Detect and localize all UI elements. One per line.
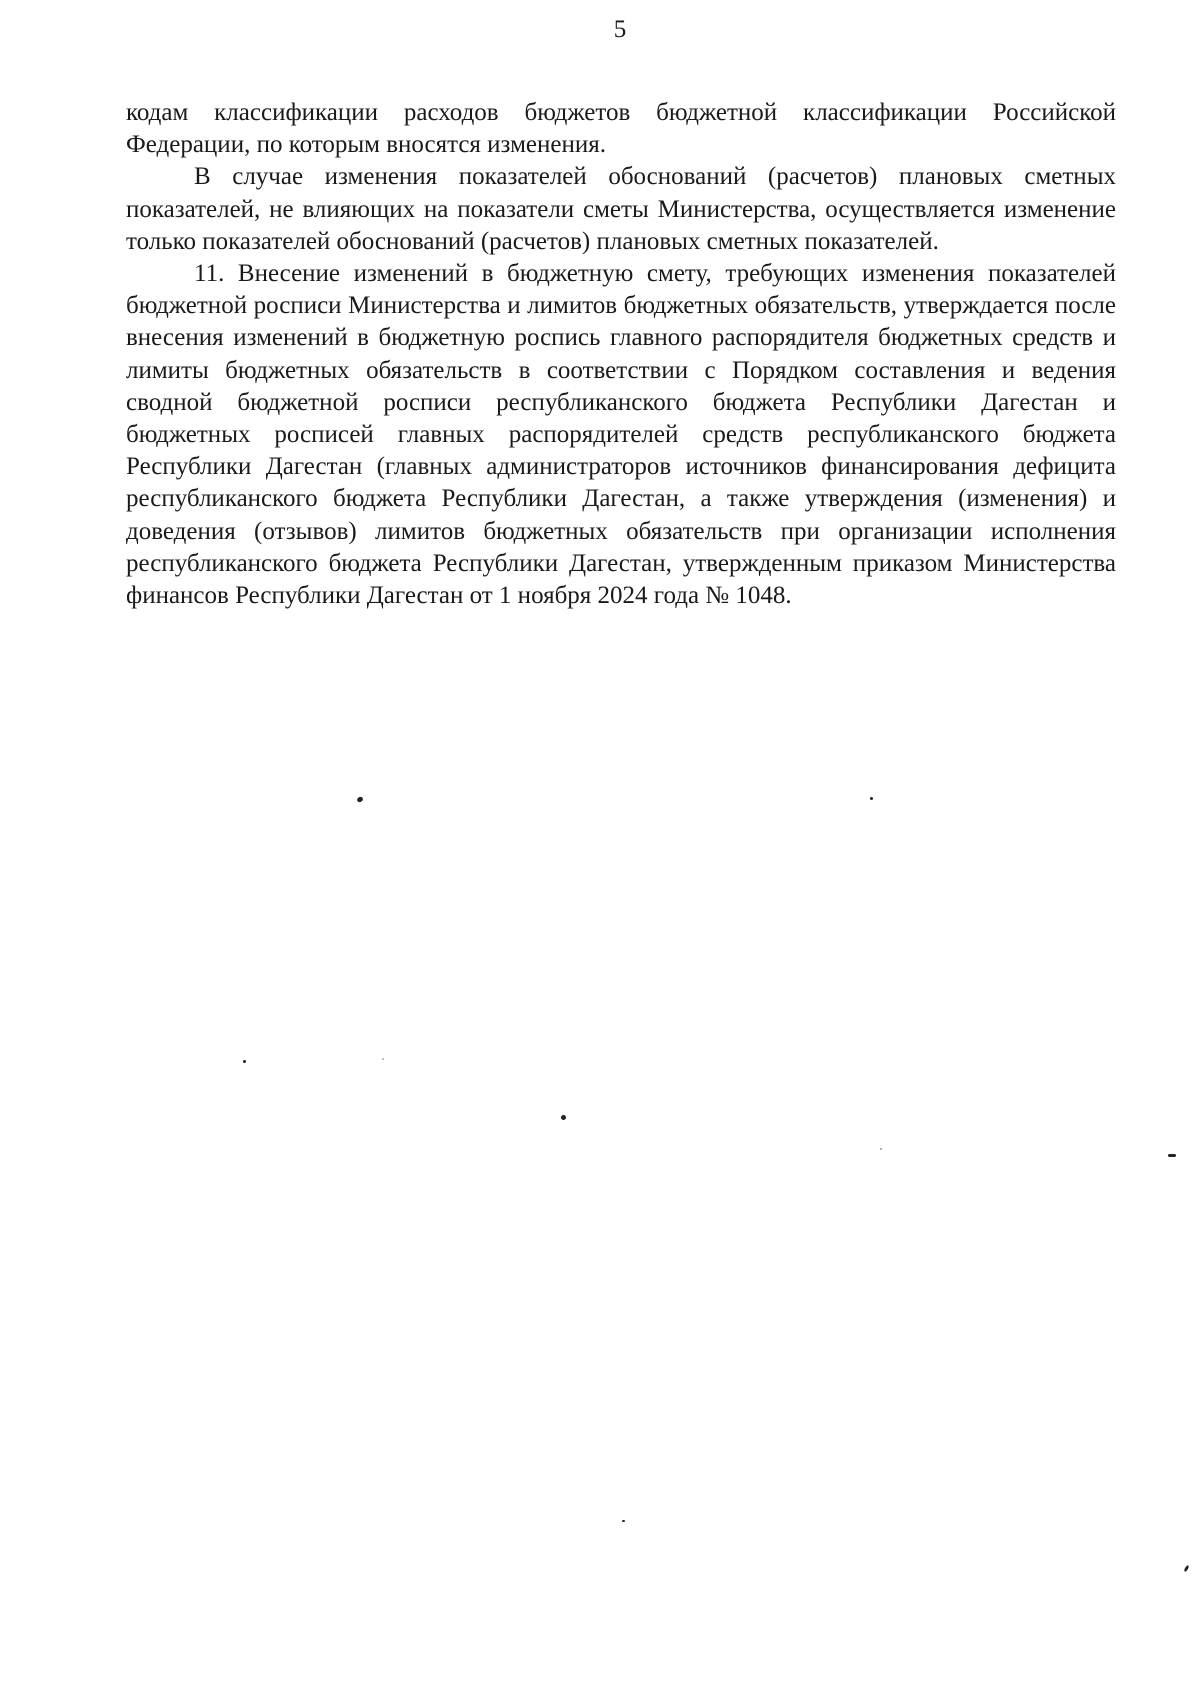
scan-speck: [870, 797, 873, 800]
scan-speck: [1168, 1154, 1176, 1157]
paragraph-calculations-change: В случае изменения показателей обоснований (расчетов) плановых сметных показателей, не влияющих на показатели сметы Министерства, осуществляется изменение только показателей обоснований (расчетов) плановых сметных показателей.: [126, 163, 1116, 255]
scan-speck: [622, 1520, 625, 1522]
paragraph-item-11: 11. Внесение изменений в бюджетную смету, требующих изменения показателей бюджетной росписи Министерства и лимитов бюджетных обязательств, утверждается после внесения изменений в бюджетную роспись главного распорядителя бюджетных средств и лимиты бюджетных обязательств в соответствии с Порядком составления и ведения сводной бюджетной росписи республиканского бюджета Республики Дагестан и бюджетных росписей главных распорядителей средств республиканского бюджета Республики Дагестан (главных администраторов источников финансирования дефицита республиканского бюджета Республики Дагестан, а также утверждения (изменения) и доведения (отзывов) лимитов бюджетных обязательств при организации исполнения республиканского бюджета Республики Дагестан, утвержденным приказом Министерства финансов Республики Дагестан от 1 ноября 2024 года № 1048.: [126, 260, 1116, 610]
paragraph-continuation: кодам классификации расходов бюджетов бюджетной классификации Российской Федерации, по которым вносятся изменения.: [126, 99, 1116, 159]
scan-speck: [1183, 1565, 1189, 1573]
scan-speck: [243, 1060, 246, 1063]
scan-speck: [356, 796, 364, 803]
scan-speck: [561, 1115, 566, 1120]
scan-speck: [880, 1148, 882, 1150]
document-body: [126, 97, 1116, 612]
page-number: 5: [613, 16, 627, 43]
scan-speck: [382, 1058, 384, 1060]
